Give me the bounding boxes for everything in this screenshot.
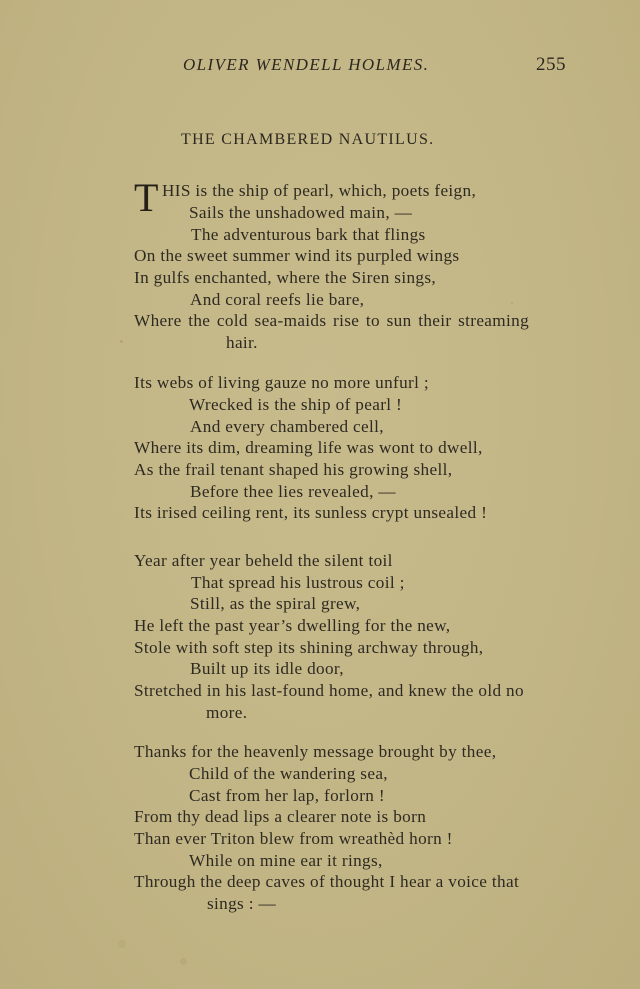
poem-line: Built up its idle door, (190, 659, 344, 678)
poem-line: Child of the wandering sea, (189, 764, 388, 783)
drop-cap: T (134, 175, 159, 220)
poem-line: The adventurous bark that flings (191, 225, 426, 244)
poem-line: As the frail tenant shaped his growing shell, (134, 460, 453, 479)
poem-line: Still, as the spiral grew, (190, 594, 361, 613)
poem-line: Where the cold sea-maids rise to sun their streaming (134, 311, 530, 330)
paper-speck (180, 958, 187, 965)
poem-line: Sails the unshadowed main, — (189, 203, 413, 222)
poem-line: Stretched in his last-found home, and knew the old no (134, 681, 524, 700)
poem-line: Its irised ceiling rent, its sunless crypt unsealed ! (134, 503, 488, 522)
poem-line: From thy dead lips a clearer note is born (134, 807, 427, 826)
poem-line: more. (206, 703, 248, 722)
poem-line: And every chambered cell, (190, 417, 384, 436)
poem-line: Cast from her lap, forlorn ! (189, 786, 385, 805)
paper-speck (120, 340, 123, 343)
poem-line: And coral reefs lie bare, (190, 290, 365, 309)
poem-line: He left the past year’s dwelling for the new, (134, 616, 451, 635)
poem-line: On the sweet summer wind its purpled wings (134, 246, 460, 265)
poem-line: Stole with soft step its shining archway through, (134, 638, 484, 657)
running-head: OLIVER WENDELL HOLMES. (183, 55, 430, 74)
poem-line: Where its dim, dreaming life was wont to dwell, (134, 438, 483, 457)
paper-speck (511, 302, 513, 304)
poem-line: Before thee lies revealed, — (190, 482, 396, 501)
poem-line: In gulfs enchanted, where the Siren sings, (134, 268, 437, 287)
poem-line: hair. (226, 333, 258, 352)
poem-line: Year after year beheld the silent toil (134, 551, 393, 570)
poem-line: Than ever Triton blew from wreathèd horn ! (134, 829, 453, 848)
poem-line: While on mine ear it rings, (189, 851, 383, 870)
poem-line: Through the deep caves of thought I hear a voice that (134, 872, 520, 891)
poem-line: Its webs of living gauze no more unfurl ; (134, 373, 430, 392)
poem-line: sings : — (207, 894, 277, 913)
poem-line: Wrecked is the ship of pearl ! (189, 395, 403, 414)
poem-line: Thanks for the heavenly message brought by thee, (134, 742, 497, 761)
poem-title: THE CHAMBERED NAUTILUS. (181, 131, 435, 148)
poem-line: That spread his lustrous coil ; (191, 573, 405, 592)
paper-speck (118, 940, 126, 948)
page-number: 255 (536, 54, 566, 75)
poem-line: HIS is the ship of pearl, which, poets feign, (162, 181, 477, 200)
